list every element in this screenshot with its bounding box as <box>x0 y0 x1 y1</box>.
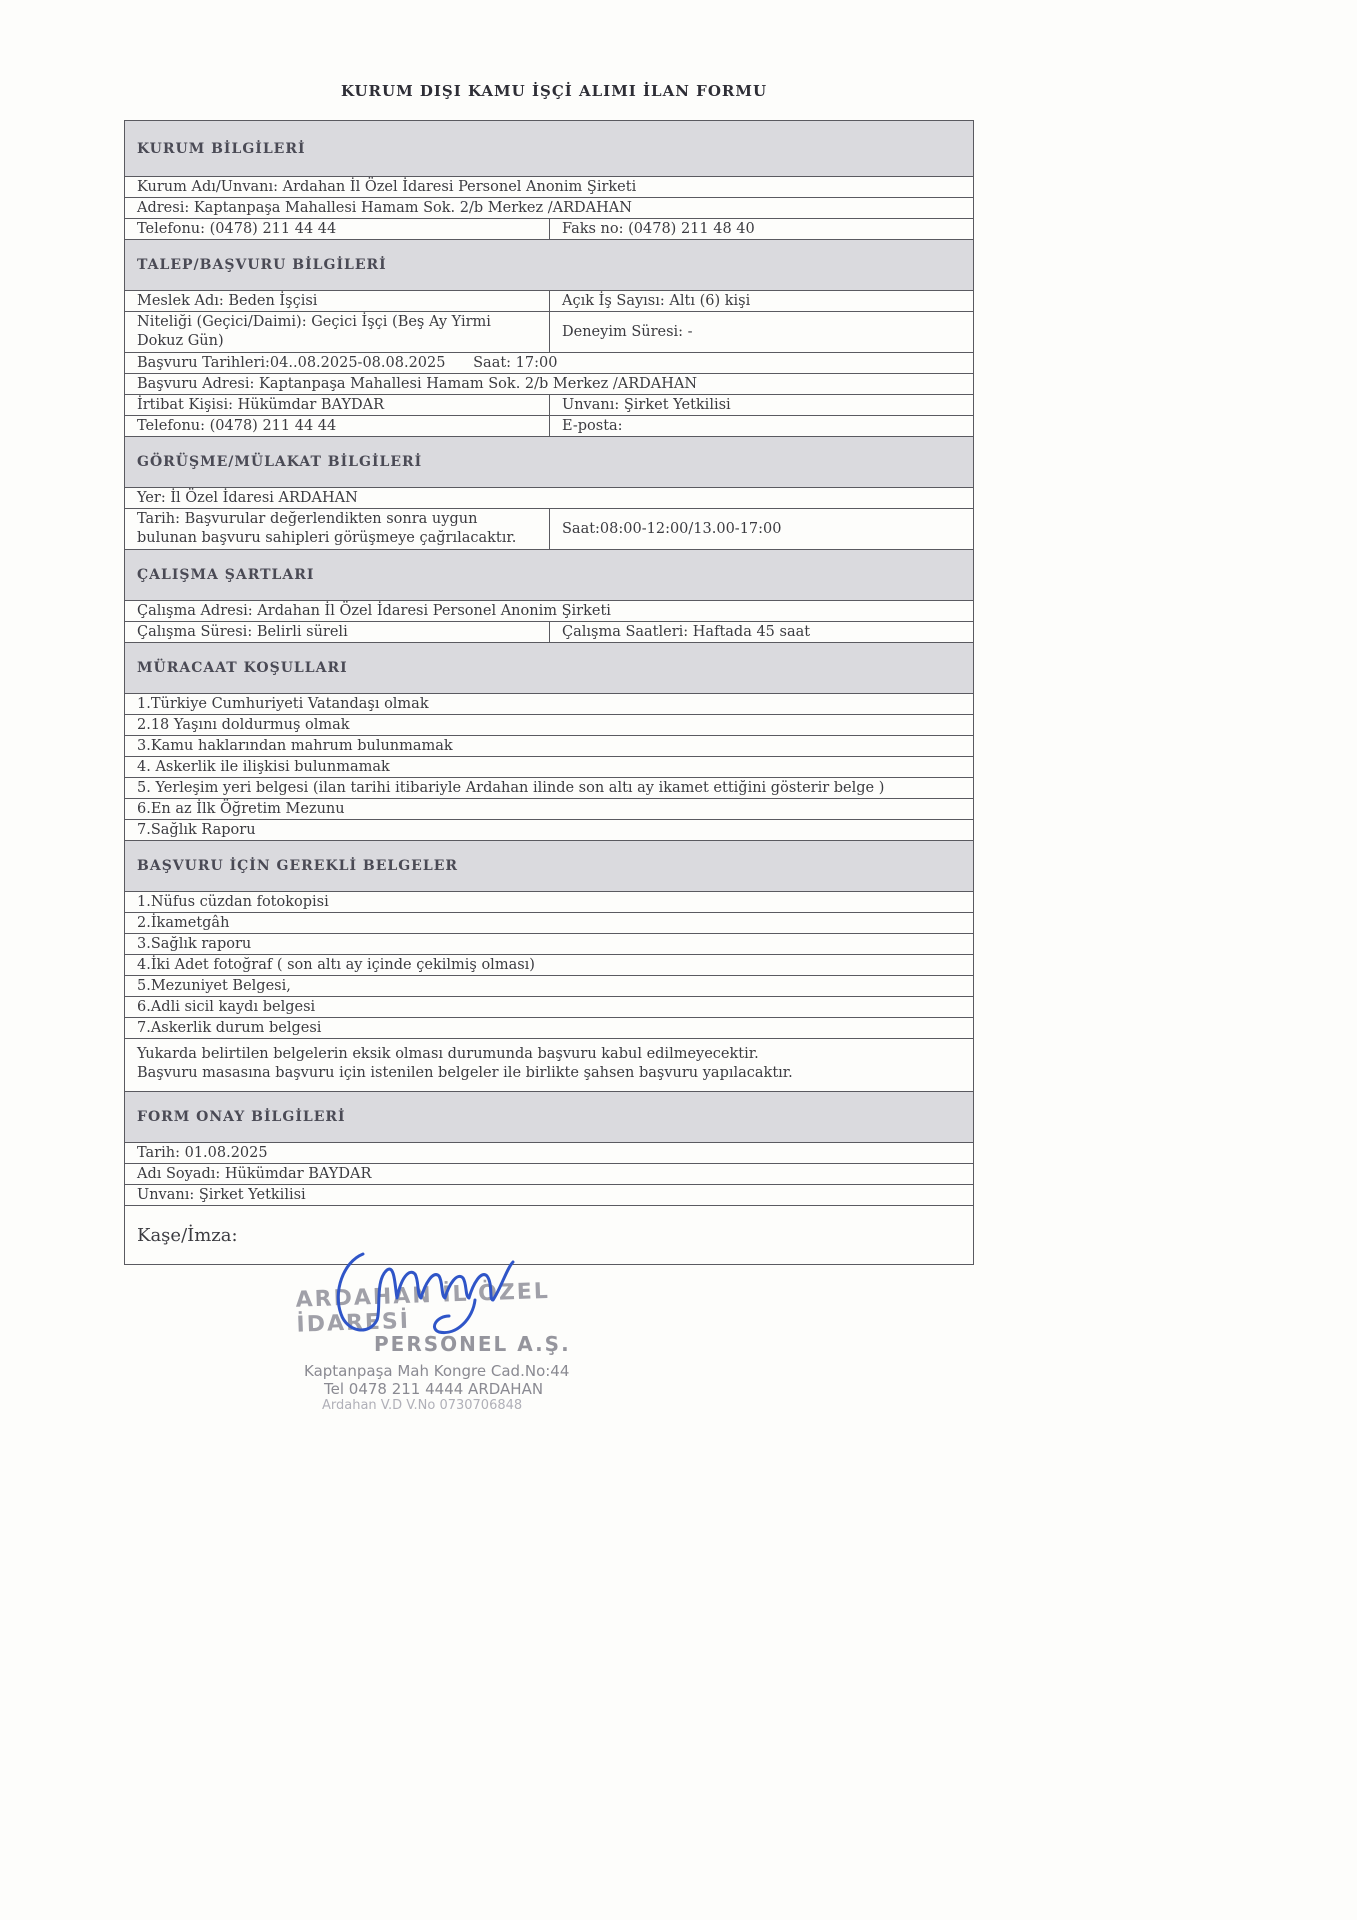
belgeler-note-2: Başvuru masasına başvuru için istenilen belgeler ile birlikte şahsen başvuru yapılacaktır. <box>137 1065 793 1081</box>
onay-ad-row <box>125 1163 973 1184</box>
gorusme-yer: Yer: İl Özel İdaresi ARDAHAN <box>137 490 358 506</box>
page-title: KURUM DIŞI KAMU İŞÇİ ALIMI İLAN FORMU <box>340 82 768 100</box>
stamp-line-1: ARDAHAN İL ÖZEL İDARESİ <box>295 1278 551 1338</box>
muracaat-item <box>125 777 973 798</box>
kase-imza-label: Kaşe/İmza: <box>137 1224 238 1246</box>
gorusme-tarih-row <box>125 508 973 549</box>
muracaat-item-text: 2.18 Yaşını doldurmuş olmak <box>137 717 350 733</box>
section-belgeler-heading: BAŞVURU İÇİN GEREKLİ BELGELER <box>125 840 973 891</box>
belgeler-note <box>125 1038 973 1091</box>
kurum-ad: Kurum Adı/Unvanı: Ardahan İl Özel İdaresi Personel Anonim Şirketi <box>137 179 637 195</box>
gorusme-saat: Saat:08:00-12:00/13.00-17:00 <box>562 520 782 537</box>
talep-acik-is: Açık İş Sayısı: Altı (6) kişi <box>562 293 751 309</box>
gorusme-yer-row <box>125 487 973 508</box>
talep-irtibat: İrtibat Kişisi: Hükümdar BAYDAR <box>125 395 550 415</box>
muracaat-item <box>125 735 973 756</box>
talep-telefon-row <box>125 415 973 436</box>
calisma-sure: Çalışma Süresi: Belirli süreli <box>125 622 550 642</box>
calisma-saatler: Çalışma Saatleri: Haftada 45 saat <box>562 624 811 640</box>
belge-item <box>125 933 973 954</box>
muracaat-item <box>125 714 973 735</box>
muracaat-item-text: 3.Kamu haklarından mahrum bulunmamak <box>137 738 453 754</box>
signature-icon <box>325 1240 535 1350</box>
muracaat-item <box>125 819 973 840</box>
belge-item-text: 5.Mezuniyet Belgesi, <box>137 978 291 994</box>
muracaat-item <box>125 756 973 777</box>
belge-item <box>125 891 973 912</box>
kurum-ad-row <box>125 176 973 197</box>
kurum-adres: Adresi: Kaptanpaşa Mahallesi Hamam Sok. 2/b Merkez /ARDAHAN <box>137 200 632 216</box>
section-talep-heading: TALEP/BAŞVURU BİLGİLERİ <box>125 239 973 290</box>
talep-telefon: Telefonu: (0478) 211 44 44 <box>125 416 550 436</box>
section-onay-heading: FORM ONAY BİLGİLERİ <box>125 1091 973 1142</box>
section-gorusme-heading: GÖRÜŞME/MÜLAKAT BİLGİLERİ <box>125 436 973 487</box>
belge-item <box>125 996 973 1017</box>
calisma-adres-row <box>125 600 973 621</box>
kase-imza-row <box>125 1205 973 1264</box>
belge-item <box>125 1017 973 1038</box>
talep-adres-row <box>125 373 973 394</box>
muracaat-item-text: 7.Sağlık Raporu <box>137 822 256 838</box>
stamp-line-2: PERSONEL A.Ş. <box>374 1332 571 1356</box>
talep-deneyim: Deneyim Süresi: - <box>562 323 693 340</box>
talep-unvan: Unvanı: Şirket Yetkilisi <box>562 397 731 413</box>
talep-meslek: Meslek Adı: Beden İşçisi <box>125 291 550 311</box>
talep-nitelik: Niteliği (Geçici/Daimi): Geçici İşçi (Beş Ay Yirmi Dokuz Gün) <box>125 312 550 352</box>
onay-unvan: Unvanı: Şirket Yetkilisi <box>137 1187 306 1203</box>
calisma-adres: Çalışma Adresi: Ardahan İl Özel İdaresi Personel Anonim Şirketi <box>137 603 611 619</box>
stamp-line-3: Kaptanpaşa Mah Kongre Cad.No:44 <box>304 1362 570 1380</box>
kurum-telefon: Telefonu: (0478) 211 44 44 <box>125 219 550 239</box>
talep-adres: Başvuru Adresi: Kaptanpaşa Mahallesi Hamam Sok. 2/b Merkez /ARDAHAN <box>137 376 698 392</box>
talep-meslek-row <box>125 290 973 311</box>
muracaat-item <box>125 798 973 819</box>
belge-item <box>125 912 973 933</box>
belge-item-text: 2.İkametgâh <box>137 915 230 931</box>
stamp-line-5: Ardahan V.D V.No 0730706848 <box>322 1398 523 1413</box>
muracaat-item-text: 5. Yerleşim yeri belgesi (ilan tarihi itibariyle Ardahan ilinde son altı ay ikamet ettiğini gösterir belge ) <box>137 780 885 796</box>
belge-item-text: 6.Adli sicil kaydı belgesi <box>137 999 316 1015</box>
belge-item <box>125 954 973 975</box>
talep-irtibat-row <box>125 394 973 415</box>
belge-item <box>125 975 973 996</box>
section-kurum-heading: KURUM BİLGİLERİ <box>125 121 973 176</box>
onay-tarih-row <box>125 1142 973 1163</box>
belge-item-text: 4.İki Adet fotoğraf ( son altı ay içinde çekilmiş olması) <box>137 957 535 973</box>
talep-tarih-row <box>125 352 973 373</box>
talep-eposta: E-posta: <box>562 418 623 434</box>
calisma-sure-row <box>125 621 973 642</box>
muracaat-item <box>125 693 973 714</box>
belge-item-text: 7.Askerlik durum belgesi <box>137 1020 322 1036</box>
belgeler-note-1: Yukarda belirtilen belgelerin eksik olması durumunda başvuru kabul edilmeyecektir. <box>137 1046 759 1062</box>
muracaat-item-text: 4. Askerlik ile ilişkisi bulunmamak <box>137 759 390 775</box>
section-calisma-heading: ÇALIŞMA ŞARTLARI <box>125 549 973 600</box>
onay-ad: Adı Soyadı: Hükümdar BAYDAR <box>137 1166 372 1182</box>
belge-item-text: 1.Nüfus cüzdan fotokopisi <box>137 894 329 910</box>
talep-tarih: Başvuru Tarihleri:04..08.2025-08.08.2025 Saat: 17:00 <box>137 355 558 371</box>
muracaat-item-text: 1.Türkiye Cumhuriyeti Vatandaşı olmak <box>137 696 429 712</box>
belge-item-text: 3.Sağlık raporu <box>137 936 252 952</box>
form-table <box>124 120 974 1265</box>
muracaat-item-text: 6.En az İlk Öğretim Mezunu <box>137 801 345 817</box>
onay-tarih: Tarih: 01.08.2025 <box>137 1145 268 1161</box>
kurum-telefon-row <box>125 218 973 239</box>
kurum-faks: Faks no: (0478) 211 48 40 <box>562 221 755 237</box>
stamp-line-4: Tel 0478 211 4444 ARDAHAN <box>324 1380 544 1398</box>
kurum-adres-row <box>125 197 973 218</box>
talep-nitelik-row <box>125 311 973 352</box>
onay-unvan-row <box>125 1184 973 1205</box>
section-muracaat-heading: MÜRACAAT KOŞULLARI <box>125 642 973 693</box>
gorusme-tarih: Tarih: Başvurular değerlendikten sonra uygun bulunan başvuru sahipleri görüşmeye çağrılacaktır. <box>125 509 550 549</box>
